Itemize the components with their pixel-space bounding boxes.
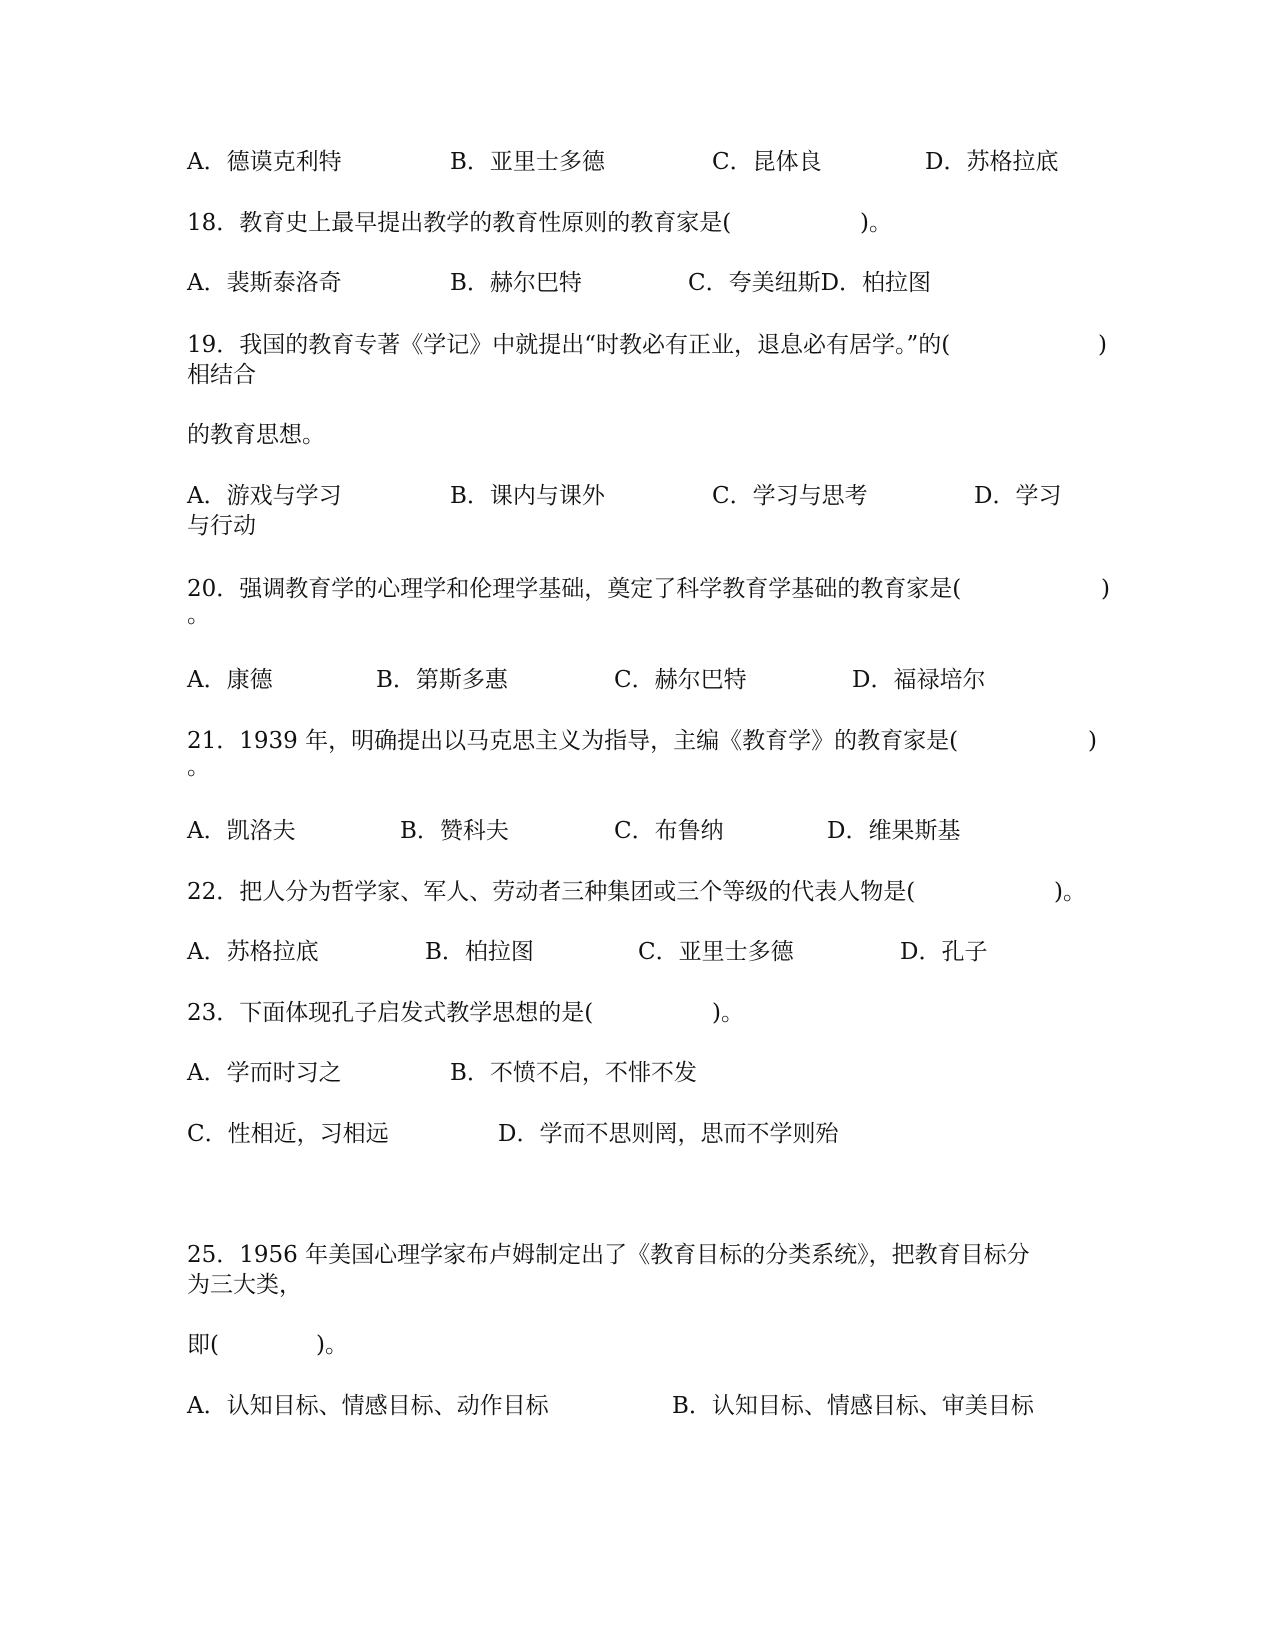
q25-option-a: A．认知目标、情感目标、动作目标 bbox=[187, 1393, 549, 1419]
q17-option-c: C．昆体良 bbox=[712, 149, 822, 175]
q23-stem: 23．下面体现孔子启发式教学思想的是( bbox=[187, 1000, 594, 1026]
q21-close: ) bbox=[1088, 728, 1097, 754]
q17-option-a: A．德谟克利特 bbox=[187, 149, 342, 175]
q22-stem: 22．把人分为哲学家、军人、劳动者三种集团或三个等级的代表人物是( bbox=[187, 879, 916, 905]
q23-option-d: D．学而不思则罔，思而不学则殆 bbox=[498, 1121, 839, 1147]
q19-option-d: D．学习 bbox=[974, 483, 1062, 509]
q25-close: )。 bbox=[316, 1332, 348, 1358]
q20-option-d: D．福禄培尔 bbox=[852, 667, 986, 693]
q22-option-a: A．苏格拉底 bbox=[187, 939, 319, 965]
q22-option-d: D．孔子 bbox=[900, 939, 988, 965]
q20-stem-line2: 。 bbox=[187, 602, 210, 628]
q21-stem-line2: 。 bbox=[187, 754, 210, 780]
q17-option-d: D．苏格拉底 bbox=[925, 149, 1059, 175]
q18-option-cd: C．夸美纽斯D．柏拉图 bbox=[688, 270, 932, 296]
q19-option-d-wrap: 与行动 bbox=[187, 513, 256, 539]
q21-stem: 21．1939 年，明确提出以马克思主义为指导，主编《教育学》的教育家是( bbox=[187, 728, 959, 754]
q21-option-a: A．凯洛夫 bbox=[187, 818, 296, 844]
q19-option-b: B．课内与课外 bbox=[450, 483, 605, 509]
q25-stem-line2: 为三大类， bbox=[187, 1272, 302, 1298]
q21-option-c: C．布鲁纳 bbox=[614, 818, 724, 844]
q18-option-a: A．裴斯泰洛奇 bbox=[187, 270, 342, 296]
q19-option-c: C．学习与思考 bbox=[712, 483, 868, 509]
q23-option-a: A．学而时习之 bbox=[187, 1060, 342, 1086]
q21-option-d: D．维果斯基 bbox=[827, 818, 961, 844]
q19-option-a: A．游戏与学习 bbox=[187, 483, 342, 509]
q25-option-b: B．认知目标、情感目标、审美目标 bbox=[672, 1393, 1034, 1419]
q20-option-c: C．赫尔巴特 bbox=[614, 667, 747, 693]
q25-stem-line3: 即( bbox=[187, 1332, 219, 1358]
q19-close: ) bbox=[1098, 332, 1107, 358]
q22-close: )。 bbox=[1054, 879, 1086, 905]
q19-stem-line3: 的教育思想。 bbox=[187, 422, 325, 448]
q19-stem: 19．我国的教育专著《学记》中就提出“时教必有正业，退息必有居学。”的( bbox=[187, 332, 951, 358]
q20-option-b: B．第斯多惠 bbox=[376, 667, 508, 693]
q17-option-b: B．亚里士多德 bbox=[450, 149, 605, 175]
q18-stem: 18．教育史上最早提出教学的教育性原则的教育家是( bbox=[187, 210, 732, 236]
q23-close: )。 bbox=[712, 1000, 744, 1026]
q25-stem: 25．1956 年美国心理学家布卢姆制定出了《教育目标的分类系统》，把教育目标分 bbox=[187, 1242, 1030, 1268]
q18-close: )。 bbox=[860, 210, 892, 236]
q23-option-c: C．性相近，习相远 bbox=[187, 1121, 389, 1147]
q20-option-a: A．康德 bbox=[187, 667, 273, 693]
q21-option-b: B．赞科夫 bbox=[400, 818, 509, 844]
q22-option-c: C．亚里士多德 bbox=[638, 939, 794, 965]
q20-stem: 20．强调教育学的心理学和伦理学基础，奠定了科学教育学基础的教育家是( bbox=[187, 576, 962, 602]
q19-stem-line2: 相结合 bbox=[187, 362, 256, 388]
q23-option-b: B．不愤不启，不悱不发 bbox=[450, 1060, 697, 1086]
q20-close: ) bbox=[1101, 576, 1110, 602]
q22-option-b: B．柏拉图 bbox=[425, 939, 534, 965]
q18-option-b: B．赫尔巴特 bbox=[450, 270, 582, 296]
